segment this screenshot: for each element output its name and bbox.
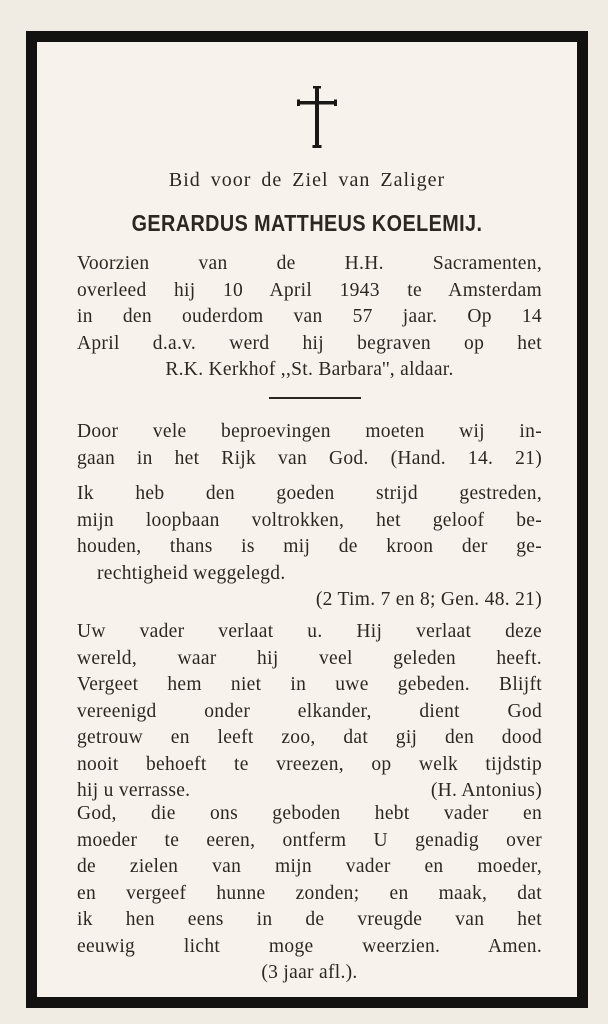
divider <box>269 397 361 399</box>
indulgence-note: (3 jaar afl.). <box>261 962 358 983</box>
prayer-line: ik hen eens in de vreugde van het <box>77 909 542 930</box>
deceased-name: GERARDUS MATTHEUS KOELEMIJ. <box>131 210 483 236</box>
quote-reference: (H. Antonius) <box>430 780 542 801</box>
quote-line: vereenigd onder elkander, dient God <box>77 700 542 722</box>
quote-line: gaan in het Rijk van God. (Hand. 14. 21) <box>77 447 542 469</box>
quote-reference: (2 Tim. 7 en 8; Gen. 48. 21) <box>315 589 542 610</box>
quote-line: nooit behoeft te vreezen, op welk tijdstip <box>77 753 542 775</box>
prayer-line: en vergeef hunne zonden; en maak, dat <box>77 882 542 904</box>
quote-line: Door vele beproevingen moeten wij in- <box>77 421 542 442</box>
quote-paragraph-2 <box>77 481 542 614</box>
quote-line: Uw vader verlaat u. Hij verlaat deze <box>77 621 542 642</box>
quote-line: Ik heb den goeden strijd gestreden, <box>77 483 542 504</box>
prayer-paragraph <box>77 801 542 987</box>
intro-line: overleed hij 10 April 1943 te Amsterdam <box>77 279 542 301</box>
prayer-line: moeder te eeren, ontferm U genadig over <box>77 829 542 851</box>
quote-line: rechtigheid weggelegd. <box>97 562 286 584</box>
cross-icon <box>296 86 338 148</box>
quote-paragraph-1 <box>77 419 542 472</box>
quote-line: getrouw en leeft zoo, dat gij den dood <box>77 727 542 748</box>
quote-line: Vergeet hem niet in uwe gebeden. Blijft <box>77 674 542 695</box>
quote-line-end: hij u verrasse. <box>77 780 191 801</box>
intro-line: Voorzien van de H.H. Sacramenten, <box>77 253 542 274</box>
memorial-card <box>26 31 588 1008</box>
prayer-line: God, die ons geboden hebt vader en <box>77 803 542 824</box>
prayer-line: eeuwig licht moge weerzien. Amen. <box>77 935 542 957</box>
intro-line: April d.a.v. werd hij begraven op het <box>77 332 542 354</box>
heading: Bid voor de Ziel van Zaliger <box>168 169 446 191</box>
quote-paragraph-3 <box>77 619 542 805</box>
intro-paragraph <box>77 251 542 384</box>
quote-line: mijn loopbaan voltrokken, het geloof be- <box>77 509 542 531</box>
quote-line: houden, thans is mij de kroon der ge- <box>77 536 542 557</box>
intro-line: in den ouderdom van 57 jaar. Op 14 <box>77 306 542 327</box>
quote-line: wereld, waar hij veel geleden heeft. <box>77 647 542 669</box>
prayer-line: de zielen van mijn vader en moeder, <box>77 856 542 877</box>
intro-line: R.K. Kerkhof ,,St. Barbara'', aldaar. <box>165 359 454 380</box>
